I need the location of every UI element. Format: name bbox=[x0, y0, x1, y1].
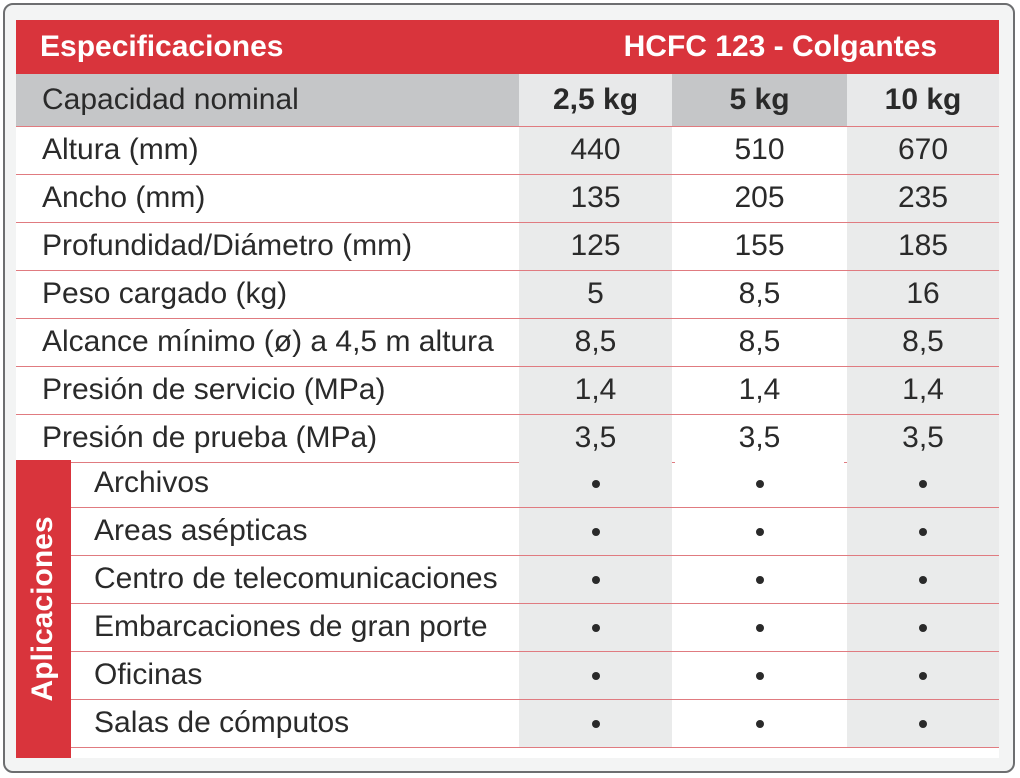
bullet-icon bbox=[592, 672, 600, 680]
application-mark bbox=[519, 700, 672, 747]
row-label: Peso cargado (kg) bbox=[42, 277, 288, 310]
bullet-icon bbox=[592, 480, 600, 488]
row-value: 5 bbox=[519, 271, 672, 318]
application-mark bbox=[675, 460, 844, 507]
row-value: 125 bbox=[519, 223, 672, 270]
row-value: 8,5 bbox=[675, 319, 844, 366]
row-value: 3,5 bbox=[847, 415, 999, 462]
bullet-icon bbox=[756, 528, 764, 536]
application-label: Archivos bbox=[94, 466, 210, 499]
bullet-icon bbox=[592, 720, 600, 728]
application-row bbox=[16, 604, 999, 652]
application-mark bbox=[675, 652, 844, 699]
header-title-left: Especificaciones bbox=[40, 30, 284, 63]
row-label: Altura (mm) bbox=[42, 133, 199, 166]
row-value: 1,4 bbox=[675, 367, 844, 414]
application-mark bbox=[675, 556, 844, 603]
applications-tab bbox=[16, 460, 71, 758]
application-mark bbox=[847, 556, 999, 603]
table-row bbox=[16, 223, 999, 271]
bullet-icon bbox=[919, 576, 927, 584]
row-value: 1,4 bbox=[847, 367, 999, 414]
application-row bbox=[16, 508, 999, 556]
application-label: Embarcaciones de gran porte bbox=[94, 610, 488, 643]
bullet-icon bbox=[756, 480, 764, 488]
application-row bbox=[16, 700, 999, 748]
table-row bbox=[16, 415, 999, 463]
row-label: Alcance mínimo (ø) a 4,5 m altura bbox=[42, 325, 494, 358]
application-mark bbox=[675, 508, 844, 555]
bullet-icon bbox=[756, 576, 764, 584]
row-value: 670 bbox=[847, 127, 999, 174]
table-row bbox=[16, 367, 999, 415]
application-mark bbox=[519, 652, 672, 699]
bullet-icon bbox=[756, 672, 764, 680]
application-mark bbox=[519, 556, 672, 603]
row-value: 205 bbox=[675, 175, 844, 222]
bullet-icon bbox=[592, 576, 600, 584]
header-title-right: HCFC 123 - Colgantes bbox=[623, 30, 937, 63]
capacity-row bbox=[16, 74, 999, 127]
application-row bbox=[16, 652, 999, 700]
row-value: 3,5 bbox=[675, 415, 844, 462]
capacity-value-1: 2,5 kg bbox=[519, 74, 672, 126]
application-row bbox=[16, 556, 999, 604]
application-mark bbox=[519, 460, 672, 507]
table-row bbox=[16, 127, 999, 175]
bullet-icon bbox=[919, 528, 927, 536]
application-mark bbox=[675, 700, 844, 747]
application-mark bbox=[847, 460, 999, 507]
row-value: 155 bbox=[675, 223, 844, 270]
table-row bbox=[16, 271, 999, 319]
spec-table bbox=[16, 20, 999, 758]
row-value: 235 bbox=[847, 175, 999, 222]
table-row bbox=[16, 175, 999, 223]
application-mark bbox=[847, 652, 999, 699]
bullet-icon bbox=[919, 672, 927, 680]
table-row bbox=[16, 319, 999, 367]
row-value: 8,5 bbox=[675, 271, 844, 318]
application-label: Salas de cómputos bbox=[94, 706, 350, 739]
applications-tab-label: Aplicaciones bbox=[26, 516, 59, 702]
capacity-value-2: 5 kg bbox=[675, 74, 844, 126]
row-value: 3,5 bbox=[519, 415, 672, 462]
row-label: Ancho (mm) bbox=[42, 181, 206, 214]
capacity-label: Capacidad nominal bbox=[42, 83, 299, 116]
application-mark bbox=[675, 604, 844, 651]
application-mark bbox=[519, 604, 672, 651]
application-row bbox=[16, 460, 999, 508]
bullet-icon bbox=[756, 624, 764, 632]
application-label: Areas asépticas bbox=[94, 514, 308, 547]
bullet-icon bbox=[919, 480, 927, 488]
application-label: Centro de telecomunicaciones bbox=[94, 562, 498, 595]
row-value: 135 bbox=[519, 175, 672, 222]
bullet-icon bbox=[919, 720, 927, 728]
row-value: 185 bbox=[847, 223, 999, 270]
row-value: 440 bbox=[519, 127, 672, 174]
capacity-value-3: 10 kg bbox=[847, 74, 999, 126]
table-header bbox=[16, 20, 999, 74]
application-label: Oficinas bbox=[94, 658, 203, 691]
bullet-icon bbox=[919, 624, 927, 632]
bullet-icon bbox=[756, 720, 764, 728]
row-label: Presión de servicio (MPa) bbox=[42, 373, 386, 406]
bullet-icon bbox=[592, 528, 600, 536]
row-label: Presión de prueba (MPa) bbox=[42, 421, 378, 454]
application-mark bbox=[847, 700, 999, 747]
row-value: 510 bbox=[675, 127, 844, 174]
row-value: 1,4 bbox=[519, 367, 672, 414]
row-value: 16 bbox=[847, 271, 999, 318]
application-mark bbox=[847, 508, 999, 555]
application-mark bbox=[519, 508, 672, 555]
bullet-icon bbox=[592, 624, 600, 632]
row-label: Profundidad/Diámetro (mm) bbox=[42, 229, 413, 262]
row-value: 8,5 bbox=[847, 319, 999, 366]
row-value: 8,5 bbox=[519, 319, 672, 366]
application-mark bbox=[847, 604, 999, 651]
